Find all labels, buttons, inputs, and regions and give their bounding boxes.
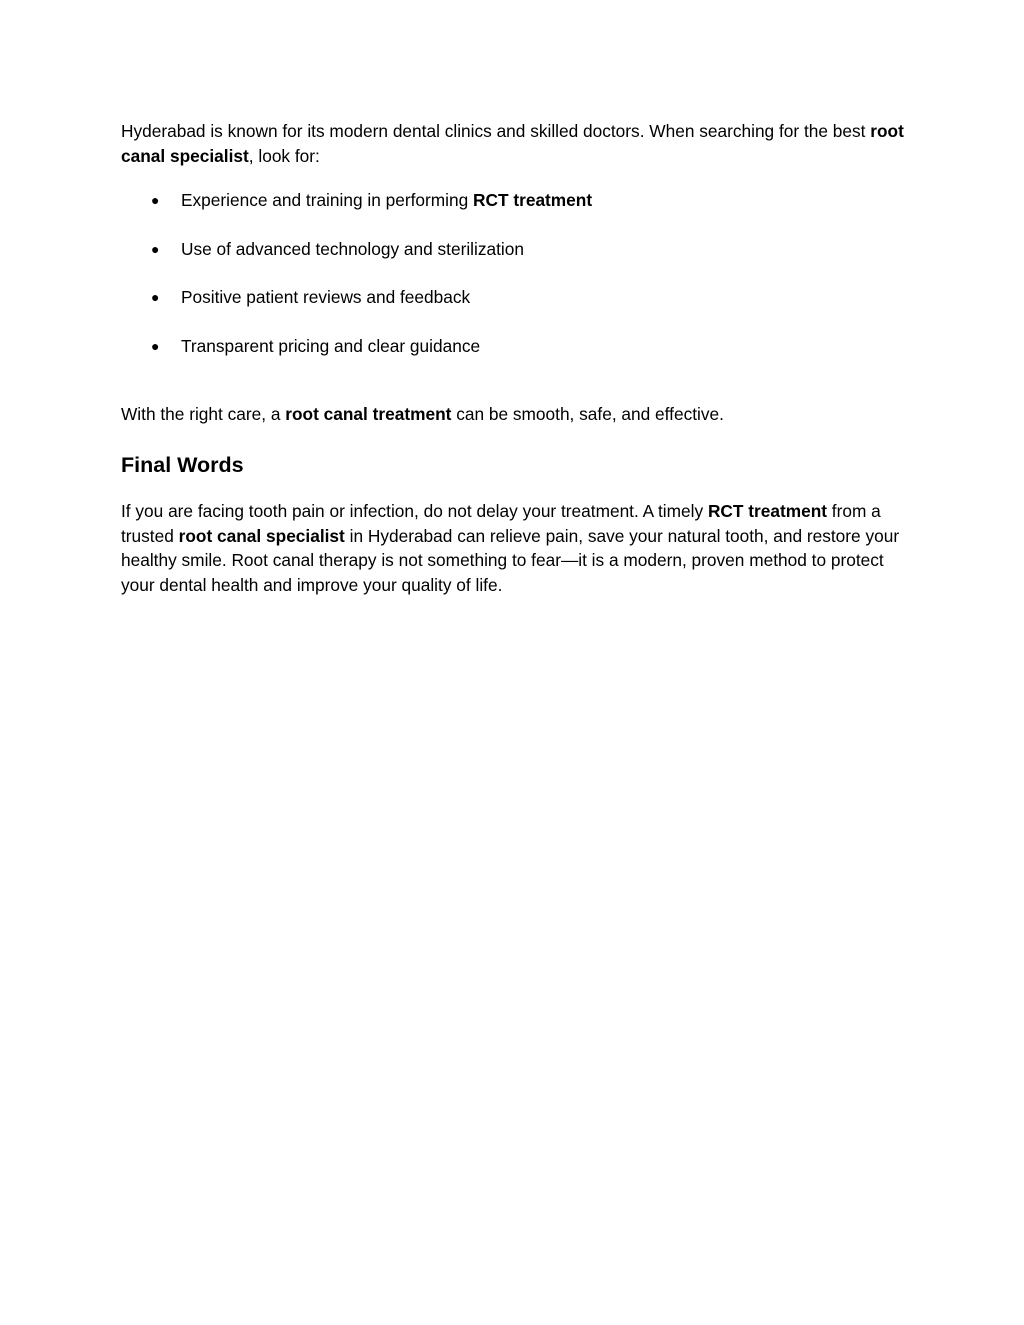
text: With the right care, a [121,404,286,424]
text: from a trusted [121,501,881,546]
bold-text: root canal specialist [178,525,345,546]
text: , look for: [248,145,320,166]
final-paragraph [121,499,906,597]
text: Experience and training in performing [181,190,474,210]
text: If you are facing tooth pain or infection, do not delay your treatment. A timely [121,501,708,521]
text: Positive patient reviews and feedback [181,287,471,307]
bold-text: root canal treatment [285,404,452,424]
section-heading: Final Words [121,453,244,477]
text: can be smooth, safe, and effective. [451,404,724,424]
text: Transparent pricing and clear guidance [181,336,481,356]
text: Use of advanced technology and sterilization [181,239,524,259]
text: Hyderabad is known for its modern dental clinics and skilled doctors. When searching for the best [121,121,871,141]
conclusion-paragraph [121,402,906,427]
bold-text: RCT treatment [473,190,593,210]
text: in Hyderabad can relieve pain, save your natural tooth, and restore your healthy smile. Root canal therapy is not something to fear—it is a modern, proven method to protect your dental health and improve your quality of life. [121,525,900,595]
bold-text: RCT treatment [707,501,827,521]
bullet-icon: ● [151,289,160,305]
bullet-icon: ● [151,192,160,208]
bullet-icon: ● [151,338,160,354]
bold-text: root canal specialist [121,121,904,166]
intro-paragraph [121,119,906,168]
bullet-icon: ● [151,241,160,257]
